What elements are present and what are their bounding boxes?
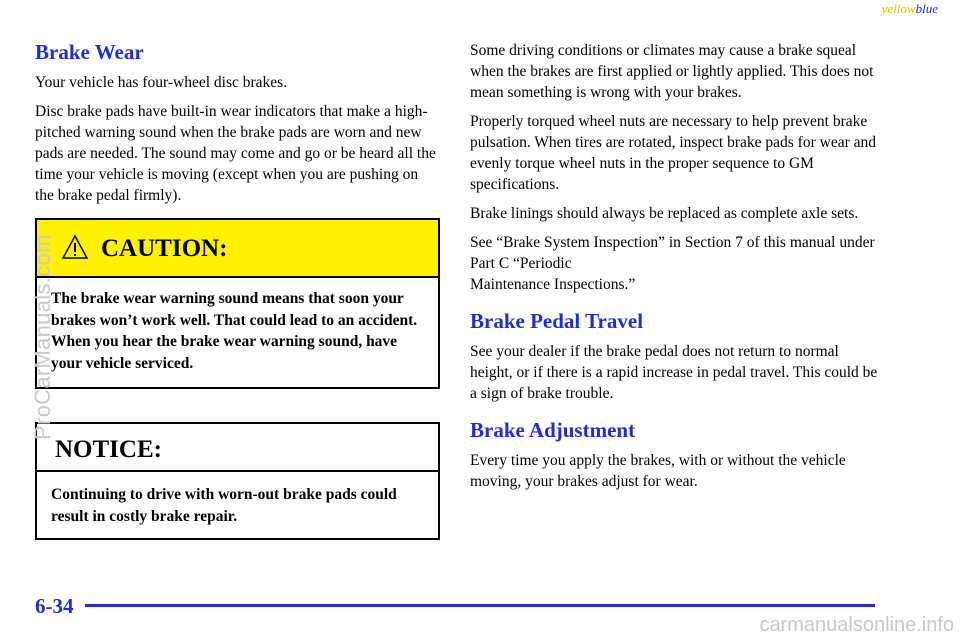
inspection-reference-line2: Maintenance Inspections.” [470,276,636,293]
brake-linings-text: Brake linings should always be replaced as complete axle sets. [470,205,859,222]
color-label-blue: blue [915,1,938,16]
caution-header [37,220,438,278]
brake-wear-heading: Brake Wear [35,40,144,64]
notice-title: NOTICE: [55,436,162,463]
warning-triangle-icon [61,234,89,260]
bottom-watermark: carmanualsonline.info [759,614,954,636]
brake-adjustment-heading: Brake Adjustment [470,418,636,443]
inspection-reference-line1: See “Brake System Inspection” in Section 7 of this manual under Part C “Periodic [470,234,875,272]
side-watermark: ProCarManuals.com [30,234,55,440]
notice-text: Continuing to drive with worn-out brake pads could result in costly brake repair. [51,486,397,525]
left-column [35,40,440,214]
wheel-nuts-text: Properly torqued wheel nuts are necessary to help prevent brake pulsation. When tires are rotated, inspect brake pads for wear and evenly torque wheel nuts in the proper sequence to GM specifications. [470,113,877,193]
caution-title: CAUTION: [101,235,228,262]
notice-header [37,424,438,472]
caution-box [35,218,440,389]
inspection-reference-text [470,232,880,295]
brake-squeal-text: Some driving conditions or climates may cause a brake squeal when the brakes are first applied or lightly applied. This does not mean something is wrong with your brakes. [470,42,874,101]
notice-box [35,422,440,540]
brake-pedal-travel-heading: Brake Pedal Travel [470,309,644,333]
footer-rule [85,604,875,607]
color-label-yellow: yellow [881,1,916,16]
brake-adjustment-text: Every time you apply the brakes, with or without the vehicle moving, your brakes adjust for wear. [470,452,846,491]
right-column [470,40,880,500]
page-number: 6-34 [35,594,74,618]
caution-text: The brake wear warning sound means that soon your brakes won’t work well. That could lead to an accident. When you hear the brake wear warning sound, have your vehicle serviced. [51,290,418,372]
color-label [882,1,938,17]
brake-wear-indicators-text: Disc brake pads have built-in wear indicators that make a high-pitched warning sound when the brake pads are worn and new pads are needed. The sound may come and go or be heard all the time your vehicle is moving (except when you are pushing on the brake pedal firmly). [35,103,436,205]
brake-pedal-travel-text: See your dealer if the brake pedal does not return to normal height, or if there is a rapid increase in pedal travel. This could be a sign of brake trouble. [470,343,878,403]
brake-wear-intro: Your vehicle has four-wheel disc brakes. [35,74,288,92]
